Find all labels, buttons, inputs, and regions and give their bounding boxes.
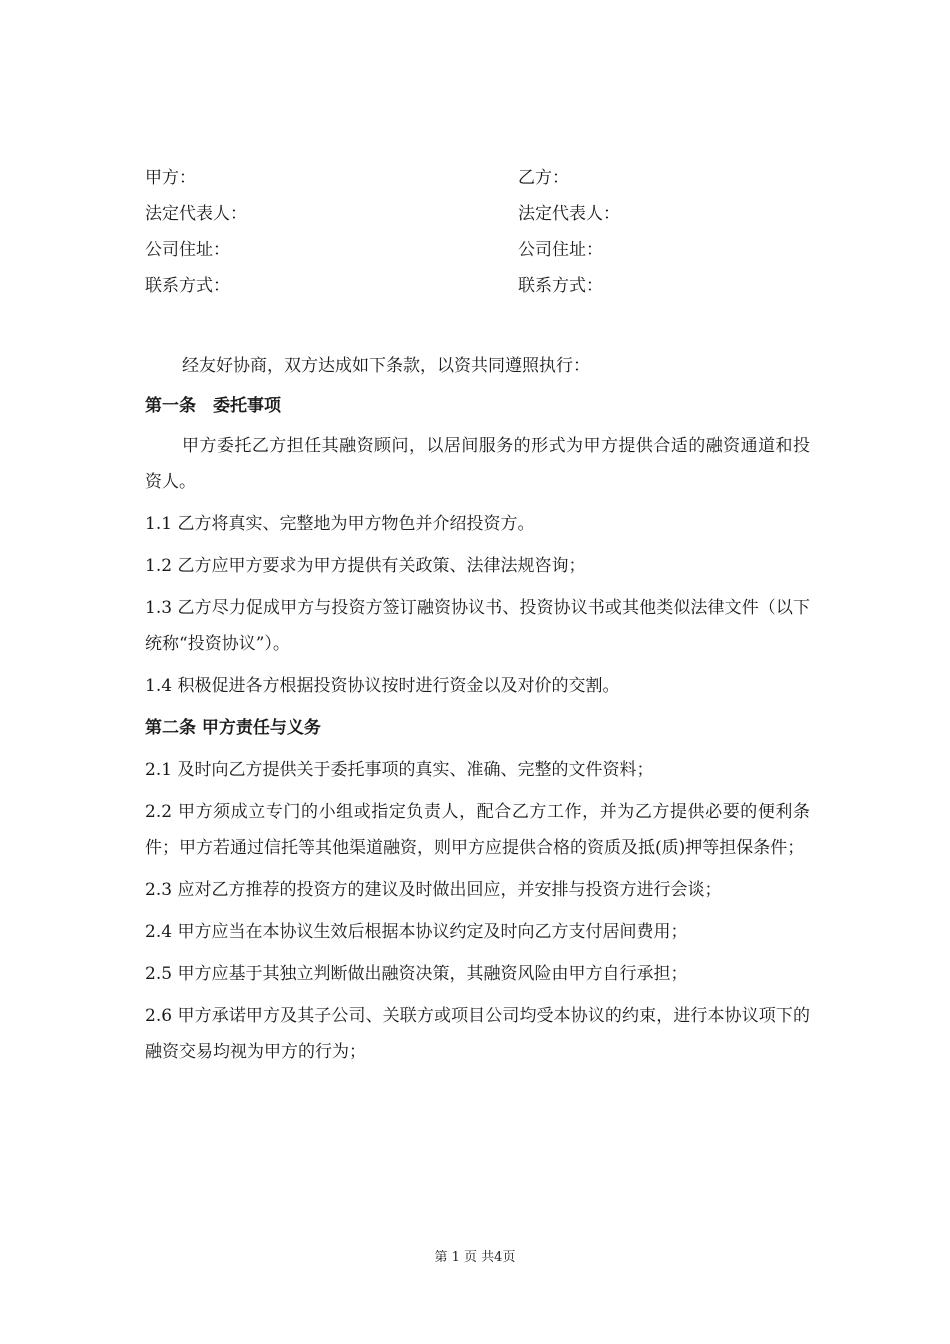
- party-a-label: 甲方：: [145, 168, 196, 188]
- clause-1-3: 1.3 乙方尽力促成甲方与投资方签订融资协议书、投资协议书或其他类似法律文件（以下统称“投资协议”）。: [145, 598, 810, 654]
- clause-2-6: 2.6 甲方承诺甲方及其子公司、关联方或项目公司均受本协议的约束，进行本协议项下的融资交易均视为甲方的行为；: [145, 1006, 810, 1062]
- article-1-title: 第一条 委托事项: [145, 396, 281, 416]
- parties-block: [145, 160, 805, 304]
- clause-2-1: 2.1 及时向乙方提供关于委托事项的真实、准确、完整的文件资料；: [145, 760, 654, 780]
- party-row: [145, 160, 805, 196]
- party-b-contact-label: 联系方式：: [518, 276, 603, 296]
- clause-2-3: 2.3 应对乙方推荐的投资方的建议及时做出回应，并安排与投资方进行会谈；: [145, 880, 722, 900]
- party-a-rep-label: 法定代表人：: [145, 204, 247, 224]
- clause-1-4: 1.4 积极促进各方根据投资协议按时进行资金以及对价的交割。: [145, 676, 620, 696]
- clause-1-1: 1.1 乙方将真实、完整地为甲方物色并介绍投资方。: [145, 514, 535, 534]
- clause-2-2: 2.2 甲方须成立专门的小组或指定负责人，配合乙方工作，并为乙方提供必要的便利条件；甲方若通过信托等其他渠道融资，则甲方应提供合格的资质及抵(质)押等担保条件；: [145, 802, 810, 858]
- party-row: [145, 268, 805, 304]
- party-b-address-label: 公司住址：: [518, 240, 603, 260]
- contract-body: [145, 348, 810, 1070]
- article-1-paragraph: 甲方委托乙方担任其融资顾问，以居间服务的形式为甲方提供合适的融资通道和投资人。: [145, 436, 810, 492]
- party-row: [145, 232, 805, 268]
- intro-paragraph: 经友好协商，双方达成如下条款，以资共同遵照执行：: [182, 356, 590, 376]
- clause-2-5: 2.5 甲方应基于其独立判断做出融资决策，其融资风险由甲方自行承担；: [145, 964, 688, 984]
- party-a-contact-label: 联系方式：: [145, 276, 230, 296]
- party-row: [145, 196, 805, 232]
- article-2-title: 第二条 甲方责任与义务: [145, 718, 321, 738]
- clause-2-4: 2.4 甲方应当在本协议生效后根据本协议约定及时向乙方支付居间费用；: [145, 922, 688, 942]
- party-b-rep-label: 法定代表人：: [518, 204, 620, 224]
- party-a-address-label: 公司住址：: [145, 240, 230, 260]
- clause-1-2: 1.2 乙方应甲方要求为甲方提供有关政策、法律法规咨询；: [145, 556, 586, 576]
- party-b-label: 乙方：: [518, 168, 569, 188]
- page-footer: 第 1 页 共4页: [434, 1250, 516, 1265]
